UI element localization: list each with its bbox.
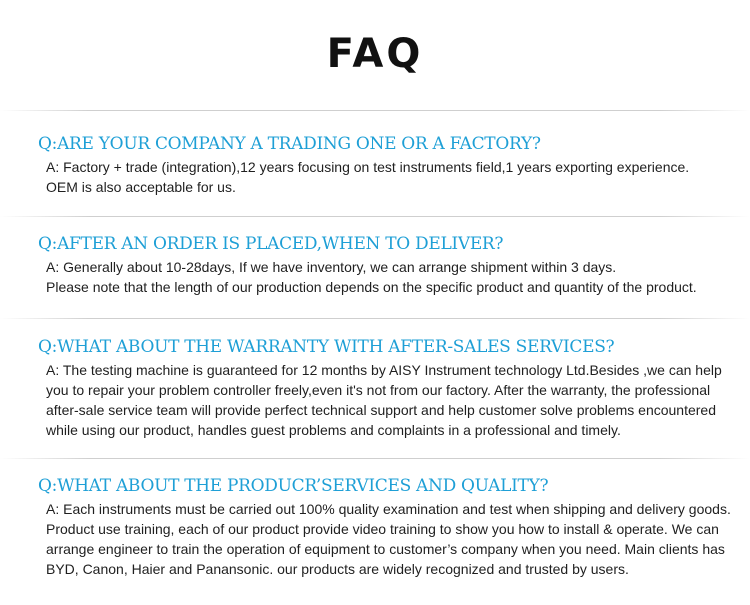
faq-item-warranty xyxy=(40,336,730,440)
faq-answer-line: after-sale service team will provide perfect technical support and help customer solve problems encountered xyxy=(46,402,717,418)
faq-item-company-type xyxy=(40,133,730,197)
faq-answer-line: arrange engineer to train the operation of equipment to customer’s company when you need. Main clients has xyxy=(46,541,725,557)
faq-question: Q:ARE YOUR COMPANY A TRADING ONE OR A FACTORY? xyxy=(38,134,541,154)
faq-question: Q:WHAT ABOUT THE PRODUCR’SERVICES AND QUALITY? xyxy=(38,476,549,496)
faq-answer xyxy=(40,360,730,440)
faq-answer-line: A: Each instruments must be carried out 100% quality examination and test when shipping and delivery goods. xyxy=(46,501,731,517)
faq-answer-line: Please note that the length of our production depends on the specific product and quantity of the product. xyxy=(46,279,697,295)
faq-answer xyxy=(40,499,730,579)
page-title: FAQ xyxy=(326,31,424,77)
divider xyxy=(0,318,750,319)
faq-answer-line: BYD, Canon, Haier and Panansonic. our products are widely recognized and trusted by users. xyxy=(46,561,629,577)
faq-answer-line: OEM is also acceptable for us. xyxy=(46,179,236,195)
faq-item-delivery xyxy=(40,233,730,297)
divider xyxy=(0,216,750,217)
divider xyxy=(0,458,750,459)
faq-question: Q:AFTER AN ORDER IS PLACED,WHEN TO DELIVER? xyxy=(38,234,504,254)
faq-answer xyxy=(40,257,730,297)
faq-item-services-quality xyxy=(40,475,730,579)
faq-answer-line: A: Factory + trade (integration),12 years focusing on test instruments field,1 years exporting experience. xyxy=(46,159,690,175)
faq-answer-line: A: The testing machine is guaranteed for 12 months by AISY Instrument technology Ltd.Besides ,we can help xyxy=(46,362,722,378)
faq-question: Q:WHAT ABOUT THE WARRANTY WITH AFTER-SALES SERVICES? xyxy=(38,337,615,357)
faq-answer xyxy=(40,157,730,197)
divider xyxy=(0,110,750,111)
faq-answer-line: A: Generally about 10-28days, If we have inventory, we can arrange shipment within 3 days. xyxy=(46,259,617,275)
faq-answer-line: while using our product, handles guest problems and complaints in a professional and timely. xyxy=(46,422,621,438)
faq-answer-line: Product use training, each of our product provide video training to show you how to install & operate. We can xyxy=(46,521,719,537)
faq-answer-line: you to repair your problem controller freely,even it's not from our factory. After the warranty, the professional xyxy=(46,382,711,398)
